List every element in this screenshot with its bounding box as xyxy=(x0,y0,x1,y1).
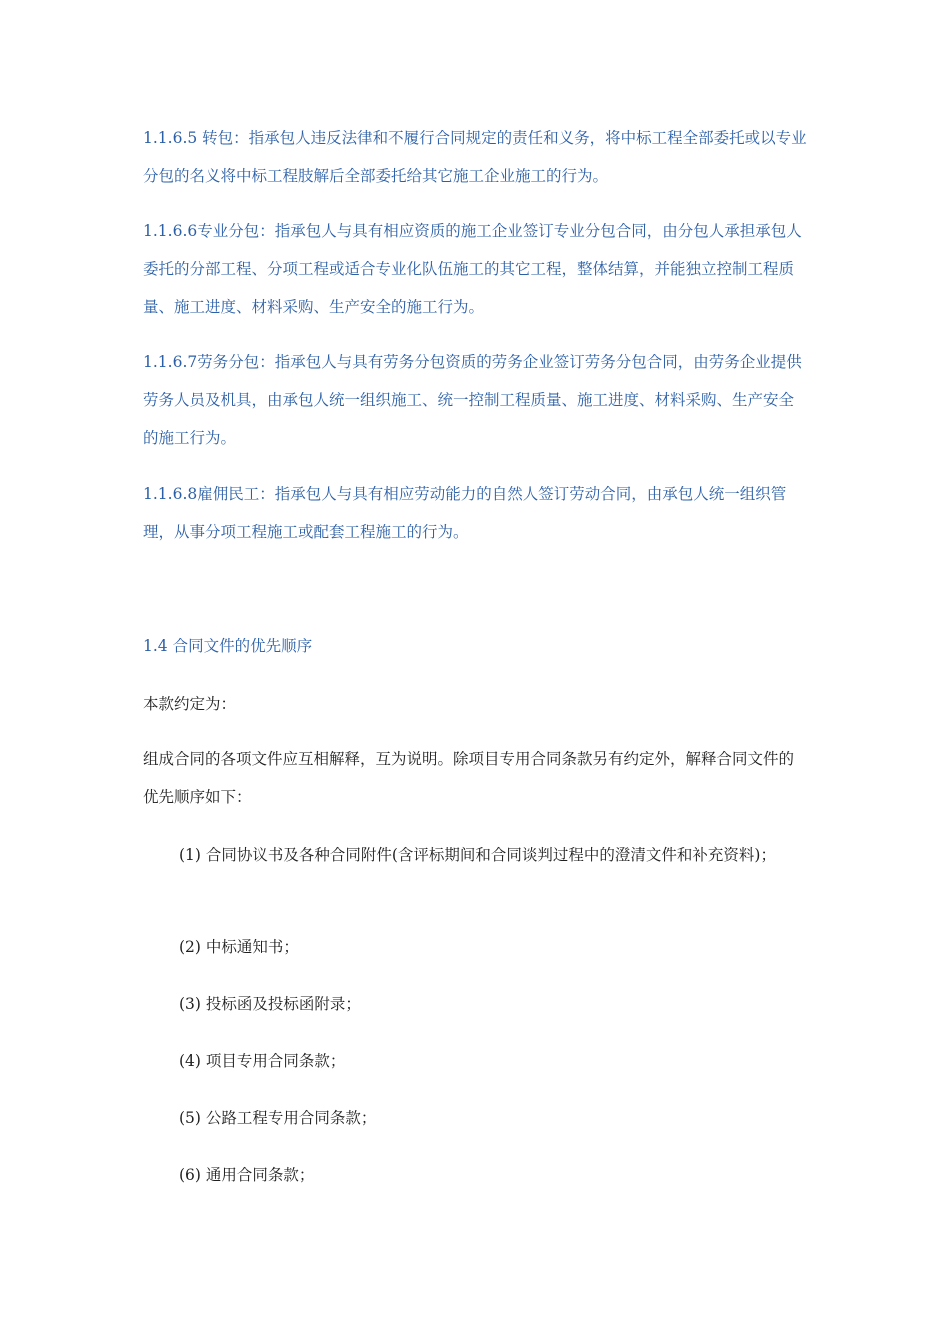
definition-1-1-6-5: 1.1.6.5 转包：指承包人违反法律和不履行合同规定的责任和义务，将中标工程全部委托或以专业分包的名义将中标工程肢解后全部委托给其它施工企业施工的行为。 xyxy=(143,129,807,185)
section-intro: 组成合同的各项文件应互相解释，互为说明。除项目专用合同条款另有约定外，解释合同文件的优先顺序如下： xyxy=(143,750,795,806)
definition-1-1-6-6: 1.1.6.6专业分包：指承包人与具有相应资质的施工企业签订专业分包合同，由分包人承担承包人委托的分部工程、分项工程或适合专业化队伍施工的其它工程，整体结算，并能独立控制工程质量、施工进度、材料采购、生产安全的施工行为。 xyxy=(143,222,802,316)
agreed-label: 本款约定为： xyxy=(143,695,237,713)
priority-item-6: (6) 通用合同条款； xyxy=(179,1166,315,1184)
definition-1-1-6-8: 1.1.6.8雇佣民工：指承包人与具有相应劳动能力的自然人签订劳动合同，由承包人统一组织管理，从事分项工程施工或配套工程施工的行为。 xyxy=(143,485,787,541)
definition-1-1-6-7: 1.1.6.7劳务分包：指承包人与具有劳务分包资质的劳务企业签订劳务分包合同，由劳务企业提供劳务人员及机具，由承包人统一组织施工、统一控制工程质量、施工进度、材料采购、生产安全的施工行为。 xyxy=(143,353,802,447)
priority-item-4: (4) 项目专用合同条款； xyxy=(179,1052,346,1070)
priority-item-5: (5) 公路工程专用合同条款； xyxy=(179,1109,377,1127)
priority-item-3: (3) 投标函及投标函附录； xyxy=(179,995,361,1013)
priority-item-2: (2) 中标通知书； xyxy=(179,938,299,956)
section-heading: 1.4 合同文件的优先顺序 xyxy=(143,637,313,655)
priority-item-1: (1) 合同协议书及各种合同附件(含评标期间和合同谈判过程中的澄清文件和补充资料)； xyxy=(179,846,776,864)
